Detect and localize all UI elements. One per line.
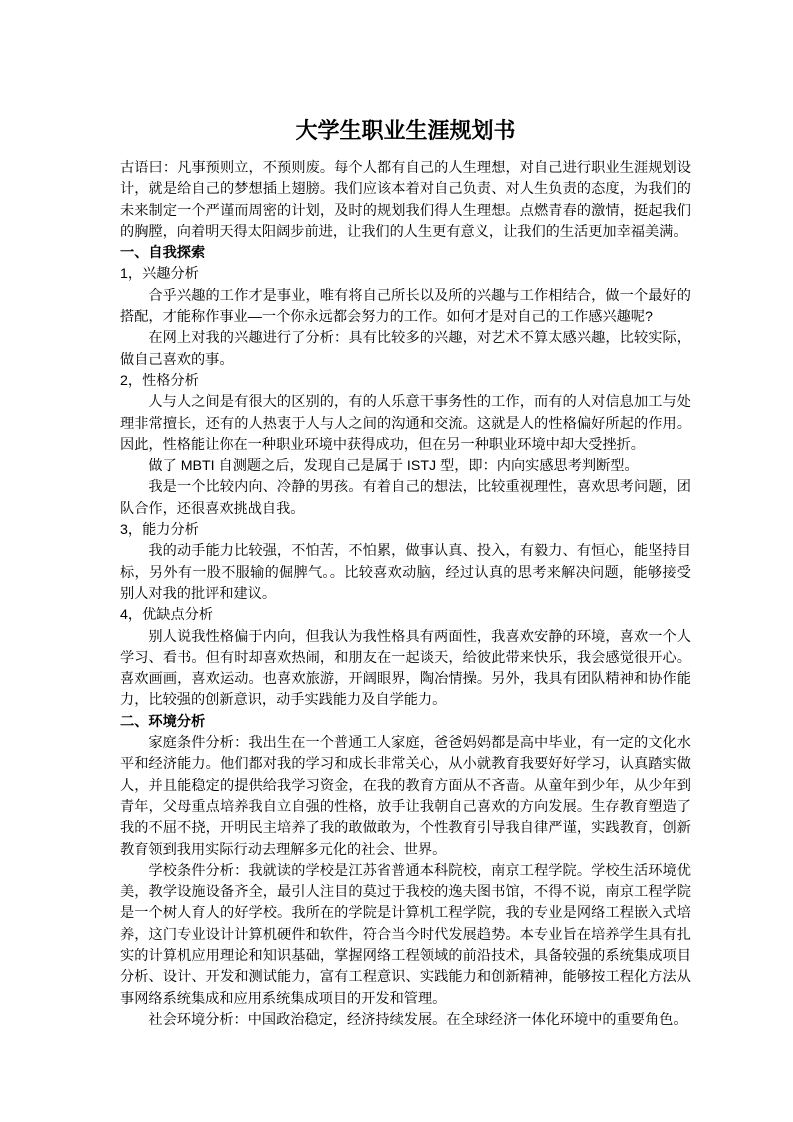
document-title: 大学生职业生涯规划书 bbox=[295, 118, 516, 143]
paragraph-personality-2: 做了 MBTI 自测题之后，发现自己是属于 ISTJ 型，即：内向实感思考判断型。 bbox=[148, 458, 639, 475]
paragraph-interest-2: 在网上对我的兴趣进行了分析：具有比较多的兴趣，对艺术不算太感兴趣，比较实际，做自己喜欢的事。 bbox=[120, 330, 691, 368]
subsection-heading-ability-analysis: 3，能力分析 bbox=[120, 522, 199, 539]
paragraph-interest-1: 合乎兴趣的工作才是事业，唯有将自己所长以及所的兴趣与工作相结合，做一个最好的搭配，才能称作事业—一个你永远都会努力的工作。如何才是对自己的工作感兴趣呢? bbox=[120, 287, 691, 326]
paragraph-personality-1: 人与人之间是有很大的区别的，有的人乐意干事务性的工作，而有的人对信息加工与处理非常擅长，还有的人热衷于人与人之间的沟通和交流。这就是人的性格偏好所起的作用。因此，性格能让你在一种职业环境中获得成功，但在另一种职业环境中却大受挫折。 bbox=[120, 394, 691, 453]
paragraph-personality-3: 我是一个比较内向、冷静的男孩。有着自己的想法，比较重视理性，喜欢思考问题，团队合作，还很喜欢挑战自我。 bbox=[120, 479, 691, 517]
subsection-heading-personality-analysis: 2，性格分析 bbox=[120, 372, 199, 389]
section-heading-environment-analysis: 二、环境分析 bbox=[120, 713, 206, 730]
document-content bbox=[120, 116, 691, 1031]
paragraph-ability: 我的动手能力比较强，不怕苦，不怕累，做事认真、投入，有毅力、有恒心，能坚持目标，另外有一股不服输的倔脾气。。比较喜欢动脑，经过认真的思考来解决问题，能够接受别人对我的批评和建议。 bbox=[120, 543, 691, 602]
subsection-heading-pros-cons-analysis: 4，优缺点分析 bbox=[120, 607, 214, 624]
subsection-heading-interest-analysis: 1，兴趣分析 bbox=[120, 266, 199, 283]
paragraph-social-environment: 社会环境分析：中国政治稳定，经济持续发展。在全球经济一体化环境中的重要角色。 bbox=[148, 1011, 688, 1028]
paragraph-family-conditions: 家庭条件分析：我出生在一个普通工人家庭，爸爸妈妈都是高中毕业，有一定的文化水平和经济能力。他们都对我的学习和成长非常关心，从小就教育我要好好学习，认真踏实做人，并且能稳定的提供给我学习资金，在我的教育方面从不吝啬。从童年到少年，从少年到青年，父母重点培养我自立自强的性格，放手让我朝自己喜欢的方向发展。生存教育塑造了我的不屈不挠，开明民主培养了我的敢做敢为，个性教育引导我自律严谨，实践教育，创新教育领到我用实际行动去理解多元化的社会、世界。 bbox=[120, 735, 691, 858]
paragraph-pros-cons: 别人说我性格偏于内向，但我认为我性格具有两面性，我喜欢安静的环境，喜欢一个人学习、看书。但有时却喜欢热闹，和朋友在一起谈天，给彼此带来快乐，我会感觉很开心。喜欢画画，喜欢运动。也喜欢旅游，开阔眼界，陶冶情操。另外，我具有团队精神和协作能力，比较强的创新意识，动手实践能力及自学能力。 bbox=[120, 628, 691, 709]
intro-paragraph: 古语曰：凡事预则立，不预则废。每个人都有自己的人生理想，对自己进行职业生涯规划设计，就是给自己的梦想插上翅膀。我们应该本着对自己负责、对人生负责的态度，为我们的未来制定一个严谨而周密的计划，及时的规划我们得人生理想。点燃青春的激情，挺起我们的胸膛，向着明天得太阳阔步前进，让我们的人生更有意义，让我们的生活更加幸福美满。 bbox=[120, 160, 691, 240]
paragraph-school-conditions: 学校条件分析：我就读的学校是江苏省普通本科院校，南京工程学院。学校生活环境优美，教学设施设备齐全，最引人注目的莫过于我校的逸夫图书馆，不得不说，南京工程学院是一个树人育人的好学校。我所在的学院是计算机工程学院，我的专业是网络工程嵌入式培养，这门专业设计计算机硬件和软件，符合当今时代发展趋势。本专业旨在培养学生具有扎实的计算机应用理论和知识基础，掌握网络工程领域的前沿技术，具备较强的系统集成项目分析、设计、开发和测试能力，富有工程意识、实践能力和创新精神，能够按工程化方法从事网络系统集成和应用系统集成项目的开发和管理。 bbox=[120, 862, 691, 1007]
section-heading-self-exploration: 一、自我探索 bbox=[120, 245, 206, 262]
